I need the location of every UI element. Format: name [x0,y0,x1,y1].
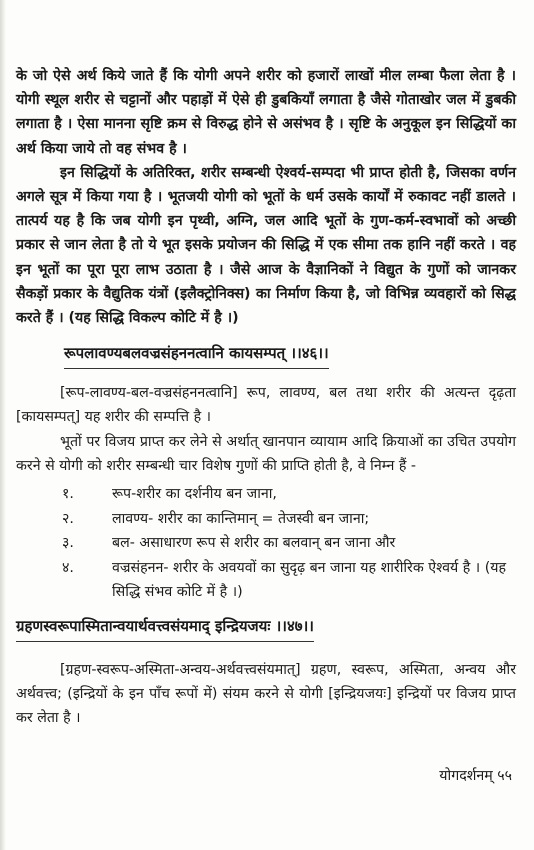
list-item: ४. वज्रसंहनन- शरीर के अवयवों का सुदृढ़ बन जाना यह शारीरिक ऐश्वर्य है । (यह सिद्धि संभव कोटि में है ।) [62,559,506,601]
sutra-46-translation: [रूप-लावण्य-बल-वज्रसंहननत्वानि] रूप, लावण्य, बल तथा शरीर की अत्यन्त दृढ़ता [कायसम्पत्] यह शरीर की सम्पत्ति है । [16,385,516,426]
page-content [16,64,516,730]
list-item: १. रूप-शरीर का दर्शनीय बन जाना, [62,486,277,503]
list-item: २. लावण्य- शरीर का कान्तिमान् = तेजस्वी बन जाना; [62,510,370,527]
body-qualities-list [16,482,516,605]
sutra-47: ग्रहणस्वरूपास्मितान्वयार्थवत्त्वसंयमाद् इन्द्रियजयः ।।४७।। [16,613,314,642]
scan-edge [0,0,6,850]
list-item: ३. बल- असाधारण रूप से शरीर का बलवान् बन जाना और [62,535,396,552]
paragraph-2: इन सिद्धियों के अतिरिक्त, शरीर सम्बन्धी ऐश्वर्य-सम्पदा भी प्राप्त होती है, जिसका वर्णन अगले सूत्र में किया गया है । भूतजयी योगी को भूतों के धर्म उसके कार्यों में रुकावट नहीं डालते । तात्पर्य यह है कि जब योगी इन पृथ्वी, अग्नि, जल आदि भूतों के गुण-कर्म-स्वभावों को अच्छी प्रकार से जान लेता है तो ये भूत इसके प्रयोजन की सिद्धि में एक सीमा तक हानि नहीं करते । वह इन भूतों का पूरा पूरा लाभ उठाता है । जैसे आज के वैज्ञानिकों ने विद्युत के गुणों को जानकर सैकड़ों प्रकार के वैद्युतिक यंत्रों (इलैक्ट्रोनिक्स) का निर्माण किया है, जो विभिन्न व्यवहारों को सिद्ध करते हैं । (यह सिद्धि विकल्प कोटि में है ।) [16,164,516,327]
page-footer: योगदर्शनम् ५५ [439,768,512,784]
paragraph-1: के जो ऐसे अर्थ किये जाते हैं कि योगी अपने शरीर को हजारों लाखों मील लम्बा फैला लेता है । योगी स्थूल शरीर से चट्टानों और पहाड़ों में ऐसे ही डुबकियाँ लगाता है जैसे गोताखोर जल में डुबकी लगाता है । ऐसा मानना सृष्टि क्रम से विरुद्ध होने से असंभव है । सृष्टि के अनुकूल इन सिद्धियों का अर्थ किया जाये तो वह संभव है । [16,68,516,157]
sutra-47-translation: [ग्रहण-स्वरूप-अस्मिता-अन्वय-अर्थवत्त्वसंयमात्] ग्रहण, स्वरूप, अस्मिता, अन्वय और अर्थवत्त्व; (इन्द्रियों के इन पाँच रूपों में) संयम करने से योगी [इन्द्रियजयः] इन्द्रियों पर विजय प्राप्त कर लेता है । [16,661,516,726]
sutra-46: रूपलावण्यबलवज्रसंहननत्वानि कायसम्पत् ।।४६।। [64,340,329,369]
sutra-46-commentary: भूतों पर विजय प्राप्त कर लेने से अर्थात् खानपान व्यायाम आदि क्रियाओं का उचित उपयोग करने से योगी को शरीर सम्बन्धी चार विशेष गुणों की प्राप्ति होती है, वे निम्न हैं - [16,433,516,474]
